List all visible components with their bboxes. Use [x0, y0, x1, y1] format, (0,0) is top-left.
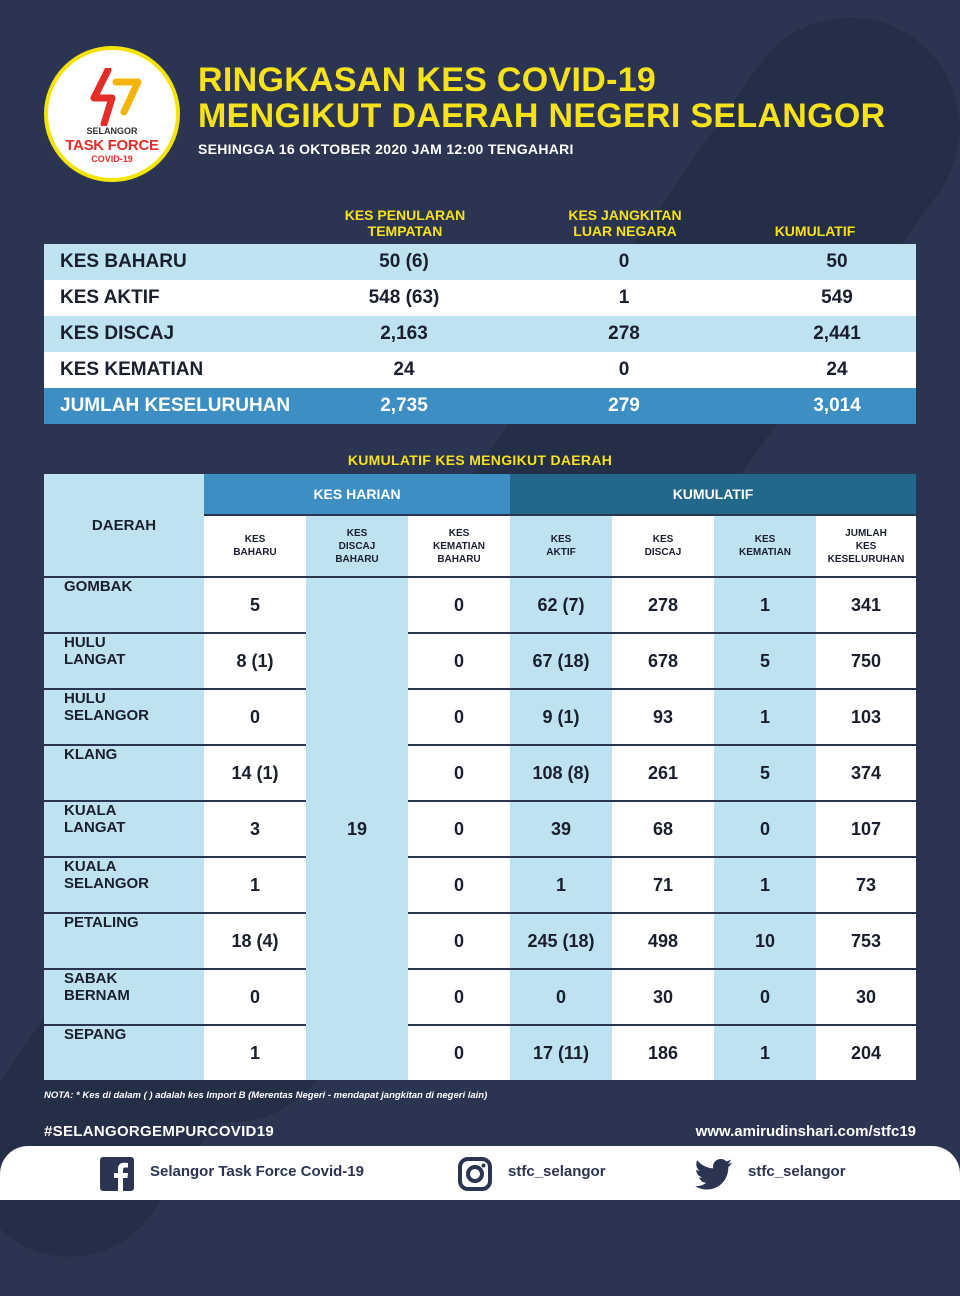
subheader-line: KES: [244, 534, 266, 545]
summary-cumulative-value: 24: [826, 359, 848, 380]
new-cases-value: 3: [204, 800, 306, 856]
discharged-value: 498: [612, 912, 714, 968]
district-table: [44, 474, 916, 1080]
subheader-line: KES: [448, 527, 470, 539]
subheader-line: KEMATIAN: [432, 540, 486, 552]
new-cases-value: 8 (1): [204, 632, 306, 688]
district-section-title: KUMULATIF KES MENGIKUT DAERAH: [347, 452, 613, 468]
facebook-handle[interactable]: Selangor Task Force Covid-19: [150, 1163, 364, 1180]
subheader-deaths: [714, 514, 816, 576]
district-name-line: SABAK: [64, 970, 118, 987]
summary-import-value: 0: [618, 251, 630, 272]
title-line-1: RINGKASAN KES COVID-19: [198, 61, 657, 99]
summary-local-total: 2,735: [380, 395, 428, 416]
district-name-line: KLANG: [64, 746, 118, 763]
district-name: [44, 968, 204, 1024]
deaths-value: 1: [714, 688, 816, 744]
subheader-line: KESELURUHAN: [827, 553, 905, 565]
subheader-line: KEMATIAN: [738, 547, 792, 558]
hashtag: #SELANGORGEMPURCOVID19: [44, 1123, 274, 1140]
logo-text-task-force: TASK FORCE: [65, 137, 159, 154]
summary-local-value: 50 (6): [379, 251, 429, 272]
summary-row-label: KES DISCAJ: [60, 323, 175, 344]
district-name: [44, 1024, 204, 1080]
task-force-logo: [44, 46, 180, 182]
district-name-line: SELANGOR: [64, 875, 150, 892]
district-name: [44, 632, 204, 688]
subheader-line: KES: [855, 540, 877, 552]
website-link[interactable]: www.amirudinshari.com/stfc19: [695, 1123, 916, 1140]
subheader-line: BAHARU: [437, 553, 481, 565]
total-cases-value: 341: [816, 576, 916, 632]
header-cumulative-label: KUMULATIF: [774, 223, 856, 239]
new-discharged-merged-value: 19: [306, 576, 408, 1080]
new-deaths-value: 0: [408, 576, 510, 632]
total-cases-value: 103: [816, 688, 916, 744]
new-deaths-value: 0: [408, 968, 510, 1024]
active-cases-value: 39: [510, 800, 612, 856]
total-cases-value: 73: [816, 856, 916, 912]
deaths-value: 0: [714, 968, 816, 1024]
district-name: [44, 576, 204, 632]
deaths-value: 5: [714, 632, 816, 688]
summary-import-value: 1: [618, 287, 630, 308]
header-local-line1: KES PENULARAN: [344, 207, 466, 223]
deaths-value: 1: [714, 856, 816, 912]
summary-table: [44, 244, 916, 424]
subheader-line: KES: [346, 527, 368, 539]
facebook-icon[interactable]: [100, 1157, 134, 1191]
new-deaths-value: 0: [408, 856, 510, 912]
district-name-line: GOMBAK: [64, 578, 133, 595]
active-cases-value: 67 (18): [510, 632, 612, 688]
discharged-value: 93: [612, 688, 714, 744]
new-cases-value: 0: [204, 688, 306, 744]
subheader-line: AKTIF: [546, 547, 576, 558]
title-line-2: MENGIKUT DAERAH NEGERI SELANGOR: [198, 97, 886, 135]
social-footer: [0, 1146, 960, 1200]
header-local-cases: [310, 207, 500, 239]
deaths-value: 1: [714, 576, 816, 632]
total-cases-value: 750: [816, 632, 916, 688]
lightning-logo-icon: [86, 68, 146, 126]
district-name: [44, 688, 204, 744]
new-deaths-value: 0: [408, 632, 510, 688]
new-deaths-value: 0: [408, 688, 510, 744]
district-name: [44, 800, 204, 856]
new-deaths-value: 0: [408, 1024, 510, 1080]
summary-local-value: 24: [393, 359, 415, 380]
page-title: [198, 62, 885, 134]
discharged-value: 261: [612, 744, 714, 800]
district-name-line: BERNAM: [64, 987, 130, 1004]
cumulative-group-header: KUMULATIF: [510, 474, 916, 514]
total-cases-value: 30: [816, 968, 916, 1024]
new-cases-value: 5: [204, 576, 306, 632]
subheader-line: KES: [550, 534, 572, 545]
district-name-line: LANGAT: [64, 819, 126, 836]
new-cases-value: 1: [204, 856, 306, 912]
active-cases-value: 17 (11): [510, 1024, 612, 1080]
summary-import-total: 279: [608, 395, 640, 416]
deaths-value: 0: [714, 800, 816, 856]
deaths-value: 10: [714, 912, 816, 968]
discharged-value: 678: [612, 632, 714, 688]
daily-cases-group-header: KES HARIAN: [204, 474, 510, 514]
subheader-new-cases: [204, 514, 306, 576]
header-cumulative: [720, 223, 910, 239]
summary-cumulative-total: 3,014: [813, 395, 861, 416]
subheader-line: DISCAJ: [338, 540, 376, 552]
new-cases-value: 1: [204, 1024, 306, 1080]
new-cases-value: 14 (1): [204, 744, 306, 800]
district-name-line: SELANGOR: [64, 707, 150, 724]
active-cases-value: 245 (18): [510, 912, 612, 968]
summary-row: [44, 244, 916, 280]
active-cases-value: 108 (8): [510, 744, 612, 800]
header-import-cases: [530, 207, 720, 239]
summary-total-label: JUMLAH KESELURUHAN: [60, 395, 291, 416]
subheader-new-deaths: [408, 514, 510, 576]
discharged-value: 278: [612, 576, 714, 632]
district-name-line: PETALING: [64, 914, 139, 931]
district-name-header: DAERAH: [44, 474, 204, 576]
instagram-handle[interactable]: stfc_selangor: [508, 1163, 606, 1180]
subheader-discharged: [612, 514, 714, 576]
logo-text-covid: COVID-19: [91, 154, 133, 164]
discharged-value: 68: [612, 800, 714, 856]
summary-total-row: [44, 388, 916, 424]
subheader-line: DISCAJ: [644, 547, 682, 558]
new-deaths-value: 0: [408, 912, 510, 968]
subheader-total-cases: [816, 514, 916, 576]
summary-local-value: 2,163: [380, 323, 428, 344]
active-cases-value: 0: [510, 968, 612, 1024]
logo-text-selangor: SELANGOR: [86, 126, 138, 136]
subheader-line: JUMLAH: [845, 527, 887, 539]
instagram-icon[interactable]: [458, 1157, 492, 1191]
deaths-value: 5: [714, 744, 816, 800]
total-cases-value: 204: [816, 1024, 916, 1080]
district-name-line: LANGAT: [64, 651, 126, 668]
summary-row-label: KES AKTIF: [60, 287, 160, 308]
header-local-line2: TEMPATAN: [367, 223, 443, 239]
summary-row: [44, 316, 916, 352]
total-cases-value: 107: [816, 800, 916, 856]
summary-cumulative-value: 2,441: [813, 323, 861, 344]
district-name-line: KUALA: [64, 858, 117, 875]
new-deaths-value: 0: [408, 800, 510, 856]
district-name: [44, 744, 204, 800]
twitter-handle[interactable]: stfc_selangor: [748, 1163, 846, 1180]
footnote: NOTA: * Kes di dalam ( ) adalah kes Import B (Merentas Negeri - mendapat jangkitan di negeri lain): [44, 1090, 488, 1101]
discharged-value: 30: [612, 968, 714, 1024]
active-cases-value: 1: [510, 856, 612, 912]
district-name-line: HULU: [64, 690, 106, 707]
twitter-icon[interactable]: [695, 1159, 733, 1190]
district-name-line: HULU: [64, 634, 106, 651]
subheader-active-cases: [510, 514, 612, 576]
active-cases-value: 62 (7): [510, 576, 612, 632]
subheader-line: BAHARU: [233, 547, 277, 558]
discharged-value: 186: [612, 1024, 714, 1080]
summary-cumulative-value: 50: [826, 251, 848, 272]
subheader-line: KES: [652, 534, 674, 545]
district-name-line: SEPANG: [64, 1026, 127, 1043]
page-subtitle: SEHINGGA 16 OKTOBER 2020 JAM 12:00 TENGAHARI: [198, 141, 574, 157]
total-cases-value: 753: [816, 912, 916, 968]
summary-row-label: KES KEMATIAN: [60, 359, 204, 380]
header-import-line1: KES JANGKITAN: [568, 207, 682, 223]
discharged-value: 71: [612, 856, 714, 912]
summary-import-value: 278: [608, 323, 640, 344]
summary-row-label: KES BAHARU: [60, 251, 187, 272]
subheader-line: BAHARU: [335, 553, 379, 565]
new-cases-value: 0: [204, 968, 306, 1024]
summary-local-value: 548 (63): [368, 287, 440, 308]
subheader-new-discharged: [306, 514, 408, 576]
summary-row: [44, 280, 916, 316]
district-name: [44, 856, 204, 912]
header-import-line2: LUAR NEGARA: [573, 223, 677, 239]
summary-import-value: 0: [618, 359, 630, 380]
new-cases-value: 18 (4): [204, 912, 306, 968]
district-name-line: KUALA: [64, 802, 117, 819]
summary-cumulative-value: 549: [821, 287, 853, 308]
summary-row: [44, 352, 916, 388]
active-cases-value: 9 (1): [510, 688, 612, 744]
total-cases-value: 374: [816, 744, 916, 800]
deaths-value: 1: [714, 1024, 816, 1080]
district-name: [44, 912, 204, 968]
new-deaths-value: 0: [408, 744, 510, 800]
subheader-line: KES: [754, 534, 776, 545]
